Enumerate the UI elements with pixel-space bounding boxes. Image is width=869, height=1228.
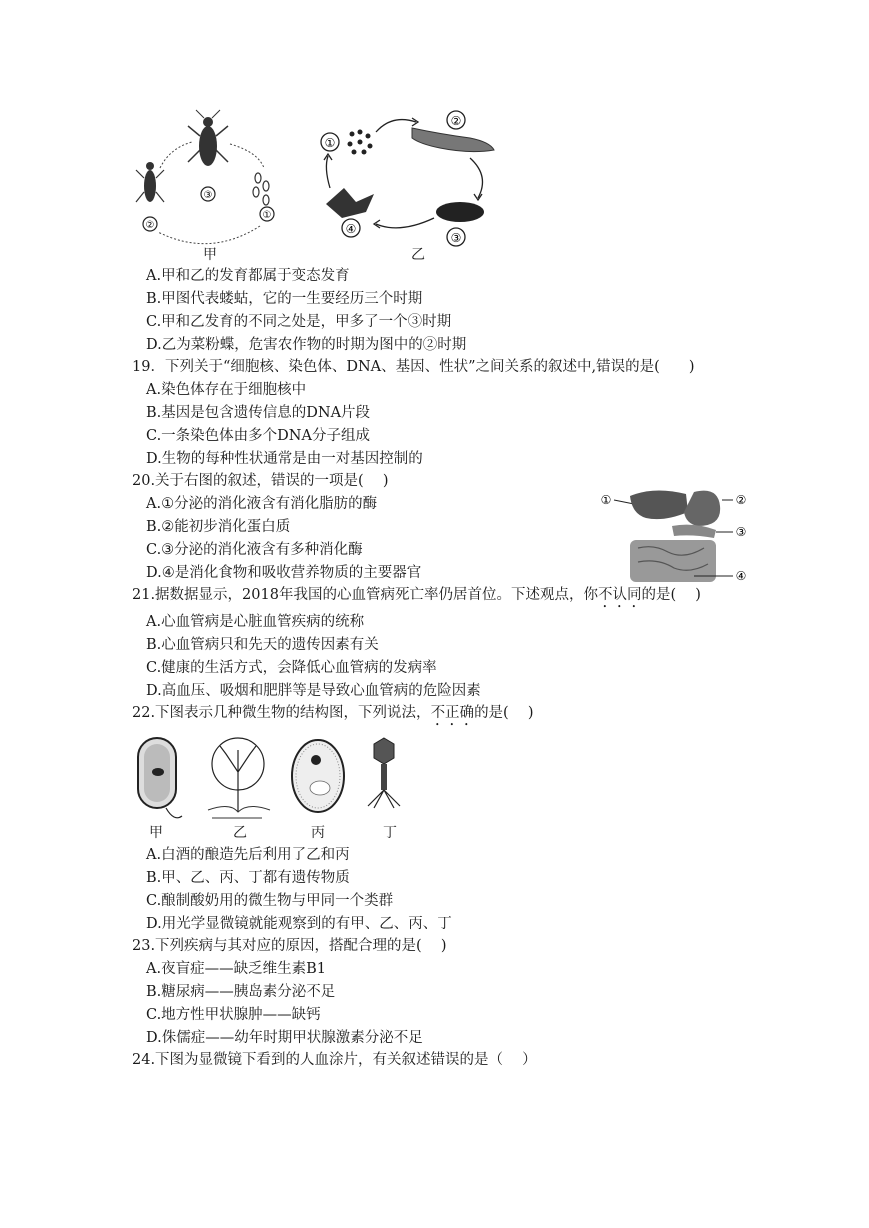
q21-stem-text: 21.据数据显示，2018年我国的心血管病死亡率仍居首位。下述观点，你 — [132, 587, 598, 603]
q23-option-d: D.侏儒症——幼年时期甲状腺激素分泌不足 — [146, 1030, 423, 1046]
digestive-label-1: ① — [600, 493, 612, 507]
life-cycle-figure — [130, 108, 510, 268]
microorganism-caption-jia: 甲 — [149, 825, 163, 841]
q22-stem-text: 22.下图表示几种微生物的结构图，下列说法， — [132, 705, 431, 721]
cricket-label-1: ① — [262, 210, 272, 221]
butterfly-label-2: ② — [450, 114, 462, 128]
q20-option-d: D.④是消化食物和吸收营养物质的主要器官 — [146, 565, 422, 581]
eggs-icon — [253, 173, 269, 205]
digestive-label-2: ② — [735, 493, 747, 507]
liver-icon — [630, 490, 688, 519]
q21-option-a: A.心血管病是心脏血管疾病的统称 — [146, 614, 365, 630]
q22-stem-emphasis: 不正确 — [430, 705, 475, 721]
butterfly-label-4: ④ — [345, 222, 357, 236]
microorganism-caption-yi: 乙 — [233, 825, 247, 841]
q22-option-a: A.白酒的酿造先后利用了乙和丙 — [146, 847, 350, 863]
pupa-icon — [436, 202, 484, 222]
digestive-label-3: ③ — [735, 525, 747, 539]
digestive-system-figure — [594, 482, 754, 586]
q20-stem: 20.关于右图的叙述，错误的一项是( ) — [132, 473, 389, 489]
q18-option-b: B.甲图代表蝼蛄，它的一生要经历三个时期 — [146, 291, 423, 307]
q23-stem: 23.下列疾病与其对应的原因，搭配合理的是( ) — [132, 938, 447, 954]
q20-option-b: B.②能初步消化蛋白质 — [146, 519, 291, 535]
q19-stem: 19．下列关于“细胞核、染色体、DNA、基因、性状”之间关系的叙述中,错误的是( ) — [132, 359, 695, 375]
cricket-label-2: ② — [145, 220, 155, 231]
q22-stem-end: 的是( ) — [474, 705, 534, 721]
bacteriophage-icon — [368, 738, 400, 808]
q19-option-a: A.染色体存在于细胞核中 — [146, 382, 307, 398]
q21-stem — [132, 585, 701, 611]
q22-option-c: C.酿制酸奶用的微生物与甲同一个类群 — [146, 893, 394, 909]
q23-option-b: B.糖尿病——胰岛素分泌不足 — [146, 984, 336, 1000]
q21-option-c: C.健康的生活方式，会降低心血管病的发病率 — [146, 660, 437, 676]
q23-option-c: C.地方性甲状腺肿——缺钙 — [146, 1007, 321, 1023]
digestive-label-4: ④ — [735, 569, 747, 583]
figure-caption-jia: 甲 — [203, 247, 217, 263]
butterfly-label-3: ③ — [450, 231, 462, 245]
yeast-cell-icon — [292, 740, 344, 812]
q21-option-d: D.高血压、吸烟和肥胖等是导致心血管病的危险因素 — [146, 683, 481, 699]
q21-option-b: B.心血管病只和先天的遗传因素有关 — [146, 637, 379, 653]
q21-stem-end: 的是( ) — [641, 587, 701, 603]
q22-stem — [132, 703, 534, 729]
q20-option-a: A.①分泌的消化液含有消化脂肪的酶 — [146, 496, 378, 512]
q19-option-d: D.生物的每种性状通常是由一对基因控制的 — [146, 451, 423, 467]
butterfly-cycle-diagram — [321, 111, 494, 246]
q22-option-d: D.用光学显微镜就能观察到的有甲、乙、丙、丁 — [146, 916, 452, 932]
q18-option-c: C.甲和乙发育的不同之处是，甲多了一个③时期 — [146, 314, 452, 330]
butterfly-label-1: ① — [324, 136, 336, 150]
butterfly-eggs-icon — [348, 130, 373, 155]
butterfly-icon — [326, 188, 374, 218]
q22-option-b: B.甲、乙、丙、丁都有遗传物质 — [146, 870, 350, 886]
nymph-insect-icon — [136, 162, 164, 202]
cricket-label-3: ③ — [203, 190, 213, 201]
cricket-cycle-diagram — [136, 110, 274, 244]
q20-option-c: C.③分泌的消化液含有多种消化酶 — [146, 542, 363, 558]
stomach-icon — [684, 491, 720, 526]
q19-option-b: B.基因是包含遗传信息的DNA片段 — [146, 405, 371, 421]
microorganism-caption-ding: 丁 — [383, 825, 397, 841]
q23-option-a: A.夜盲症——缺乏维生素B1 — [146, 961, 326, 977]
pancreas-icon — [672, 525, 716, 538]
q24-stem: 24.下图为显微镜下看到的人血涂片，有关叙述错误的是（ ） — [132, 1052, 537, 1068]
caterpillar-icon — [412, 128, 494, 152]
adult-insect-icon — [188, 110, 228, 166]
microorganism-caption-bing: 丙 — [311, 825, 325, 841]
q21-stem-emphasis: 不认同 — [597, 587, 642, 603]
q18-option-d: D.乙为菜粉蝶，危害农作物的时期为图中的②时期 — [146, 337, 467, 353]
q18-option-a: A.甲和乙的发育都属于变态发育 — [146, 268, 350, 284]
q19-option-c: C.一条染色体由多个DNA分子组成 — [146, 428, 370, 444]
mold-icon — [208, 738, 270, 818]
figure-caption-yi: 乙 — [411, 247, 425, 263]
bacterium-icon — [138, 738, 182, 818]
